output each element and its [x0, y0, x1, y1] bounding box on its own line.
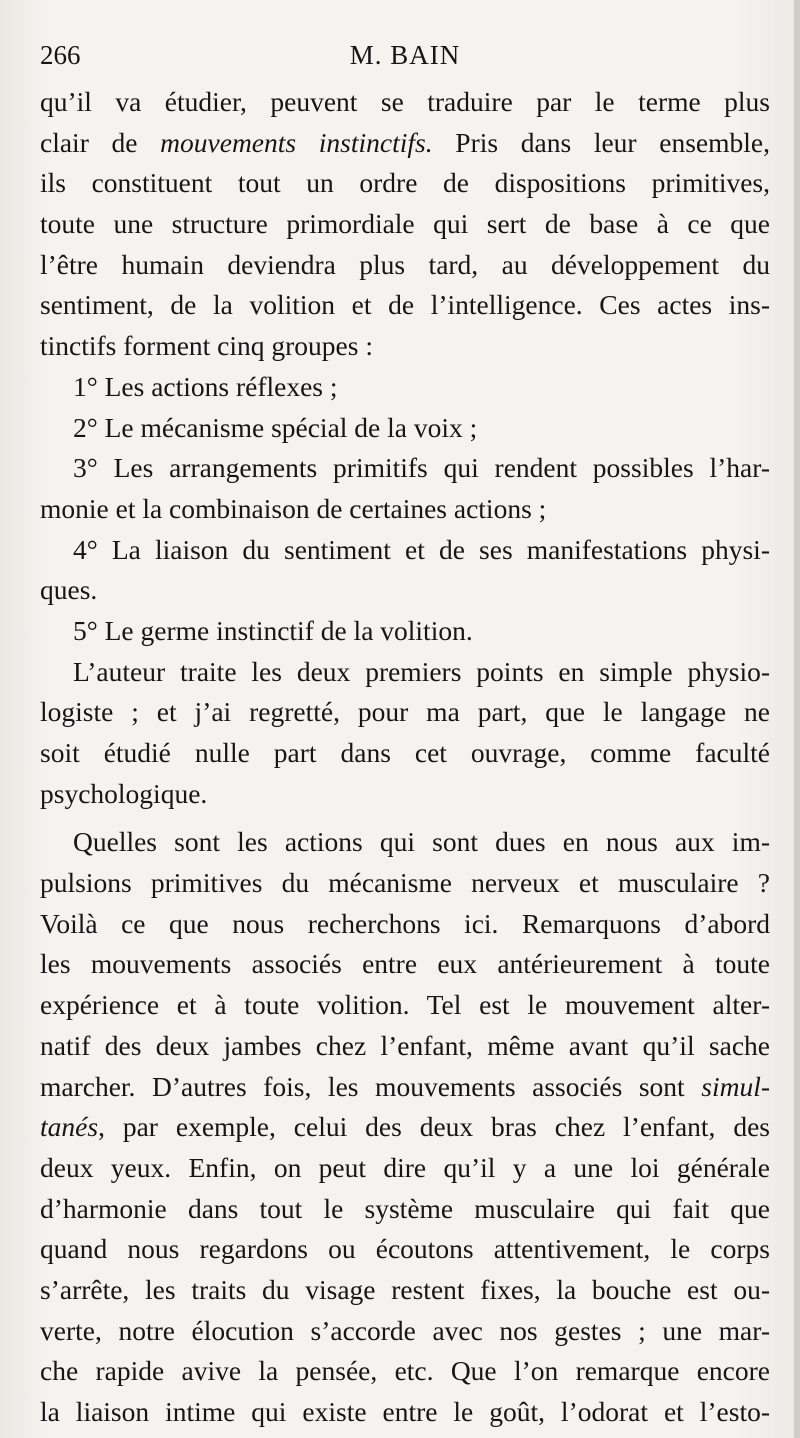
text-line: [40, 904, 770, 945]
line-text: 2° Le mécanisme spécial de la voix ;: [73, 411, 478, 443]
line-text: clair de: [40, 126, 161, 158]
line-text: natif des deux jambes chez l’enfant, même avant qu’il sache: [40, 1029, 770, 1061]
line-text: pulsions primitives du mécanisme nerveux et musculaire ?: [40, 867, 770, 899]
text-line: [40, 1189, 770, 1230]
line-text: Pris dans leur ensemble,: [432, 126, 770, 158]
text-line: [40, 774, 770, 815]
line-text: les mouvements associés entre eux antérieurement à toute: [40, 948, 770, 980]
line-text: toute une structure primordiale qui sert de base à ce que: [40, 208, 770, 240]
text-line: [40, 652, 770, 693]
text-line: [40, 408, 770, 449]
text-line: [40, 692, 770, 733]
text-line: [40, 123, 770, 164]
text-line: [40, 1067, 770, 1108]
text-line: [40, 985, 770, 1026]
line-text: marcher. D’autres fois, les mouvements associés sont: [40, 1070, 702, 1102]
line-text: expérience et à toute volition. Tel est le mouvement alter-: [40, 989, 770, 1021]
italic-text: simul-: [701, 1070, 770, 1102]
text-line: [40, 1229, 770, 1270]
line-text: ques.: [40, 574, 98, 606]
text-line: [40, 570, 770, 611]
line-text: logiste ; et j’ai regretté, pour ma part, que le langage ne: [40, 696, 770, 728]
text-line: [40, 1148, 770, 1189]
line-text: sentiment, de la volition et de l’intelligence. Ces actes ins-: [40, 289, 770, 321]
text-line: [40, 1107, 770, 1148]
line-text: s’arrête, les traits du visage restent fixes, la bouche est ou-: [40, 1273, 770, 1305]
text-line: [40, 367, 770, 408]
text-line: [40, 1270, 770, 1311]
text-line: [40, 1392, 770, 1433]
text-line: [40, 489, 770, 530]
text-line: [40, 285, 770, 326]
line-text: 4° La liaison du sentiment et de ses manifestations physi-: [73, 533, 770, 565]
text-line: [40, 163, 770, 204]
body-text: [40, 82, 770, 1433]
line-text: , par exemple, celui des deux bras chez l’enfant, des: [98, 1111, 770, 1143]
text-line: [40, 863, 770, 904]
line-text: quand nous regardons ou écoutons attentivement, le corps: [40, 1233, 770, 1265]
running-title: M. BAIN: [349, 40, 461, 70]
italic-text: tanés: [40, 1111, 99, 1143]
line-text: qu’il va étudier, peuvent se traduire par le terme plus: [40, 86, 770, 117]
page-number: 266: [40, 40, 81, 70]
text-line: [40, 611, 770, 652]
line-text: la liaison intime qui existe entre le goût, l’odorat et l’esto-: [40, 1396, 770, 1427]
line-text: L’auteur traite les deux premiers points en simple physio-: [73, 655, 770, 687]
text-line: [40, 1311, 770, 1352]
line-text: psychologique.: [40, 777, 208, 809]
text-line: [40, 448, 770, 489]
text-line: [40, 944, 770, 985]
line-text: monie et la combinaison de certaines actions ;: [40, 492, 547, 524]
line-text: l’être humain deviendra plus tard, au développement du: [40, 248, 770, 280]
line-text: che rapide avive la pensée, etc. Que l’on remarque encore: [40, 1355, 770, 1387]
line-text: Quelles sont les actions qui sont dues en nous aux im-: [73, 826, 770, 858]
text-line: [40, 82, 770, 123]
text-line: [40, 530, 770, 571]
line-text: tinctifs forment cinq groupes :: [40, 330, 373, 362]
text-line: [40, 822, 770, 863]
line-text: 3° Les arrangements primitifs qui rendent possibles l’har-: [73, 452, 770, 484]
text-line: [40, 1351, 770, 1392]
italic-text: mouvements instinctifs.: [160, 126, 433, 158]
line-text: 5° Le germe instinctif de la volition.: [73, 614, 473, 646]
line-text: deux yeux. Enfin, on peut dire qu’il y a une loi générale: [40, 1151, 770, 1183]
running-head: [40, 38, 770, 72]
line-text: soit étudié nulle part dans cet ouvrage, comme faculté: [40, 737, 770, 768]
text-line: [40, 245, 770, 286]
text-line: [40, 326, 770, 367]
text-line: [40, 204, 770, 245]
text-line: [40, 733, 770, 774]
line-text: d’harmonie dans tout le système musculaire qui fait que: [40, 1192, 770, 1224]
line-text: 1° Les actions réflexes ;: [73, 370, 338, 402]
line-text: verte, notre élocution s’accorde avec nos gestes ; une mar-: [40, 1314, 770, 1346]
page-edge: [794, 0, 800, 1438]
line-text: ils constituent tout un ordre de dispositions primitives,: [40, 167, 770, 199]
text-line: [40, 1026, 770, 1067]
line-text: Voilà ce que nous recherchons ici. Remarquons d’abord: [40, 907, 770, 939]
